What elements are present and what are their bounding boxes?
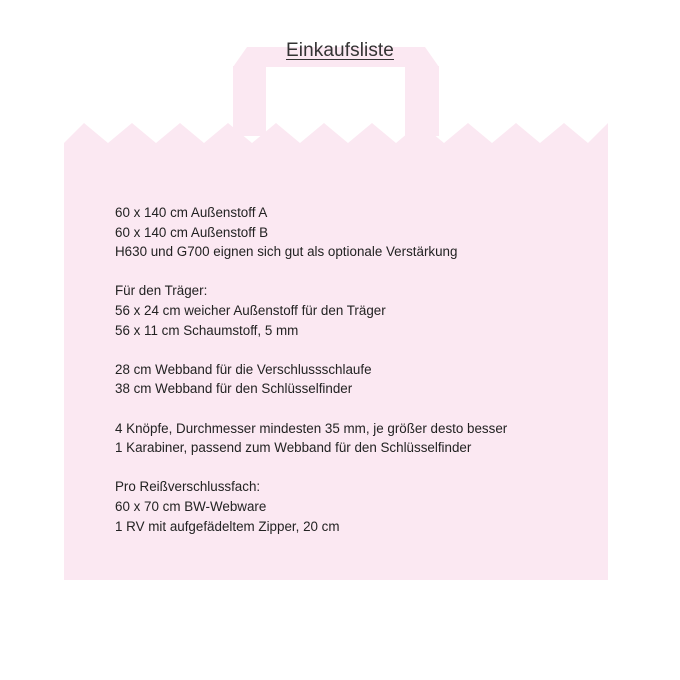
list-item: H630 und G700 eignen sich gut als optionale Verstärkung	[115, 244, 458, 260]
list-group	[115, 281, 595, 340]
list-item: 1 RV mit aufgefädeltem Zipper, 20 cm	[115, 518, 340, 534]
list-item: 60 x 70 cm BW-Webware	[115, 498, 267, 514]
list-item: 56 x 24 cm weicher Außenstoff für den Träger	[115, 302, 386, 318]
list-item: 28 cm Webband für die Verschlussschlaufe	[115, 361, 372, 377]
list-group	[115, 477, 595, 536]
list-item: 60 x 140 cm Außenstoff B	[115, 224, 269, 240]
list-item: Pro Reißverschlussfach:	[115, 479, 261, 495]
list-item: 1 Karabiner, passend zum Webband für den Schlüsselfinder	[115, 440, 472, 456]
list-item: 60 x 140 cm Außenstoff A	[115, 205, 268, 220]
list-group	[115, 419, 595, 458]
list-item: 56 x 11 cm Schaumstoff, 5 mm	[115, 322, 299, 338]
list-item: 38 cm Webband für den Schlüsselfinder	[115, 381, 353, 397]
page-title: Einkaufsliste	[286, 40, 394, 61]
list-group	[115, 360, 595, 399]
list-group	[115, 203, 595, 262]
list-item: Für den Träger:	[115, 283, 208, 299]
list-item: 4 Knöpfe, Durchmesser mindesten 35 mm, je größer desto besser	[115, 420, 508, 436]
bag-handle-left	[233, 66, 266, 136]
shopping-list	[115, 203, 595, 556]
